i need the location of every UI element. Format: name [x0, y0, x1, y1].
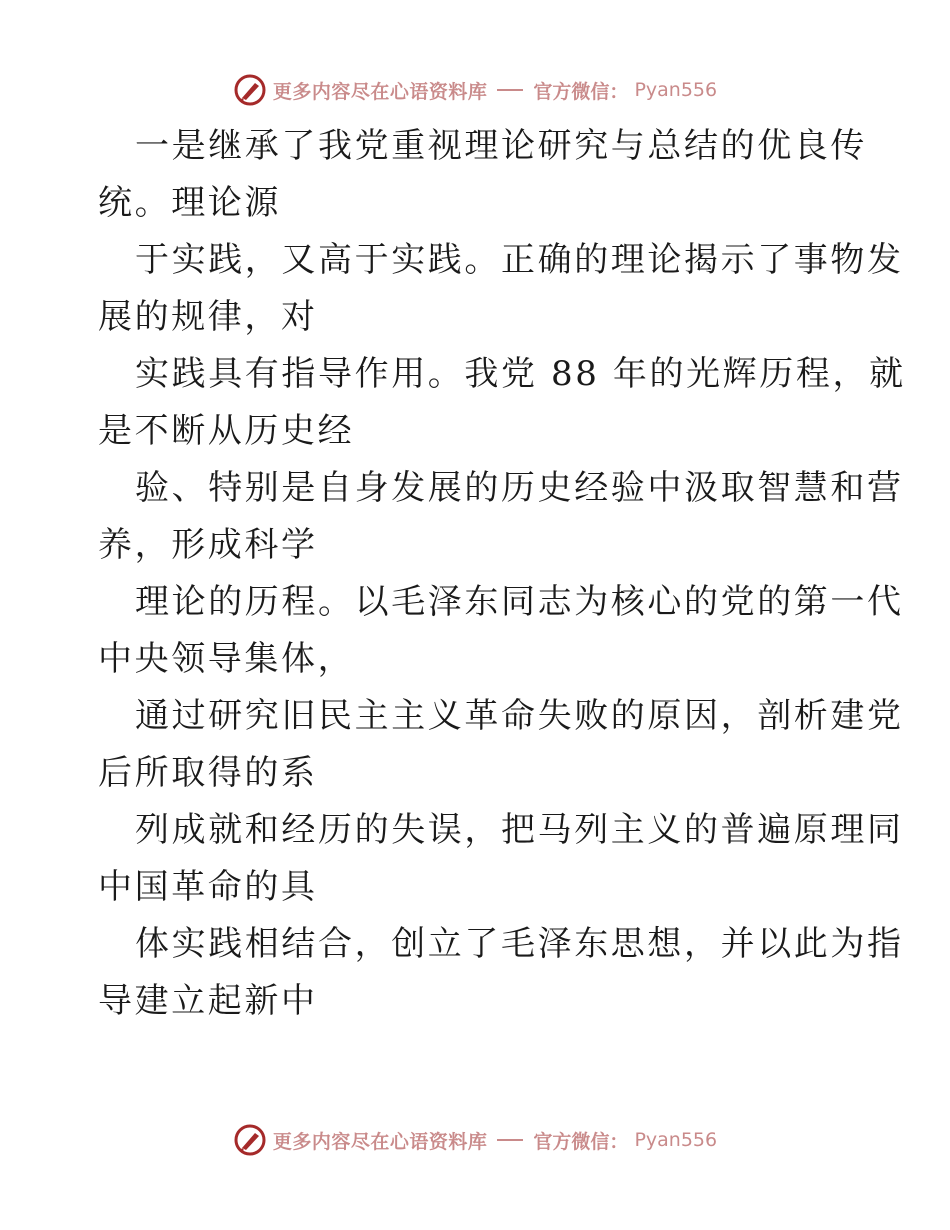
header-separator [497, 89, 523, 91]
header-banner-inner [233, 73, 717, 107]
body-line: 是不断从历史经 [98, 411, 355, 451]
body-line: 于实践，又高于实践。正确的理论揭示了事物发 [135, 240, 904, 280]
pen-logo-icon [233, 73, 267, 107]
header-wechat-id: Pyan556 [634, 79, 718, 101]
body-line: 导建立起新中 [98, 981, 318, 1021]
body-line: 中央领导集体， [98, 639, 355, 679]
body-line: 养，形成科学 [98, 525, 318, 565]
body-line: 列成就和经历的失误，把马列主义的普遍原理同 [135, 810, 904, 850]
pen-logo-icon [233, 1123, 267, 1157]
footer-separator [497, 1139, 523, 1141]
footer-banner [0, 1120, 950, 1160]
header-brand-text: 更多内容尽在心语资料库 [272, 80, 488, 103]
body-line: 展的规律，对 [98, 297, 318, 337]
header-wechat-label: 官方微信： [533, 80, 629, 103]
body-line: 后所取得的系 [98, 753, 318, 793]
body-line: 验、特别是自身发展的历史经验中汲取智慧和营 [135, 468, 904, 508]
body-line: 一是继承了我党重视理论研究与总结的优良传 [135, 126, 867, 166]
footer-brand-text: 更多内容尽在心语资料库 [272, 1130, 488, 1153]
footer-wechat-id: Pyan556 [634, 1129, 718, 1151]
body-line: 理论的历程。以毛泽东同志为核心的党的第一代 [135, 582, 904, 622]
body-line: 实践具有指导作用。我党 88 年的光辉历程，就 [135, 354, 906, 394]
footer-banner-inner [233, 1123, 717, 1157]
body-line: 通过研究旧民主主义革命失败的原因，剖析建党 [135, 696, 904, 736]
document-body [98, 118, 906, 1030]
header-banner [0, 70, 950, 110]
body-line: 统。理论源 [98, 183, 281, 223]
body-line: 体实践相结合，创立了毛泽东思想，并以此为指 [135, 924, 904, 964]
body-line: 中国革命的具 [98, 867, 318, 907]
footer-wechat-label: 官方微信： [533, 1130, 629, 1153]
